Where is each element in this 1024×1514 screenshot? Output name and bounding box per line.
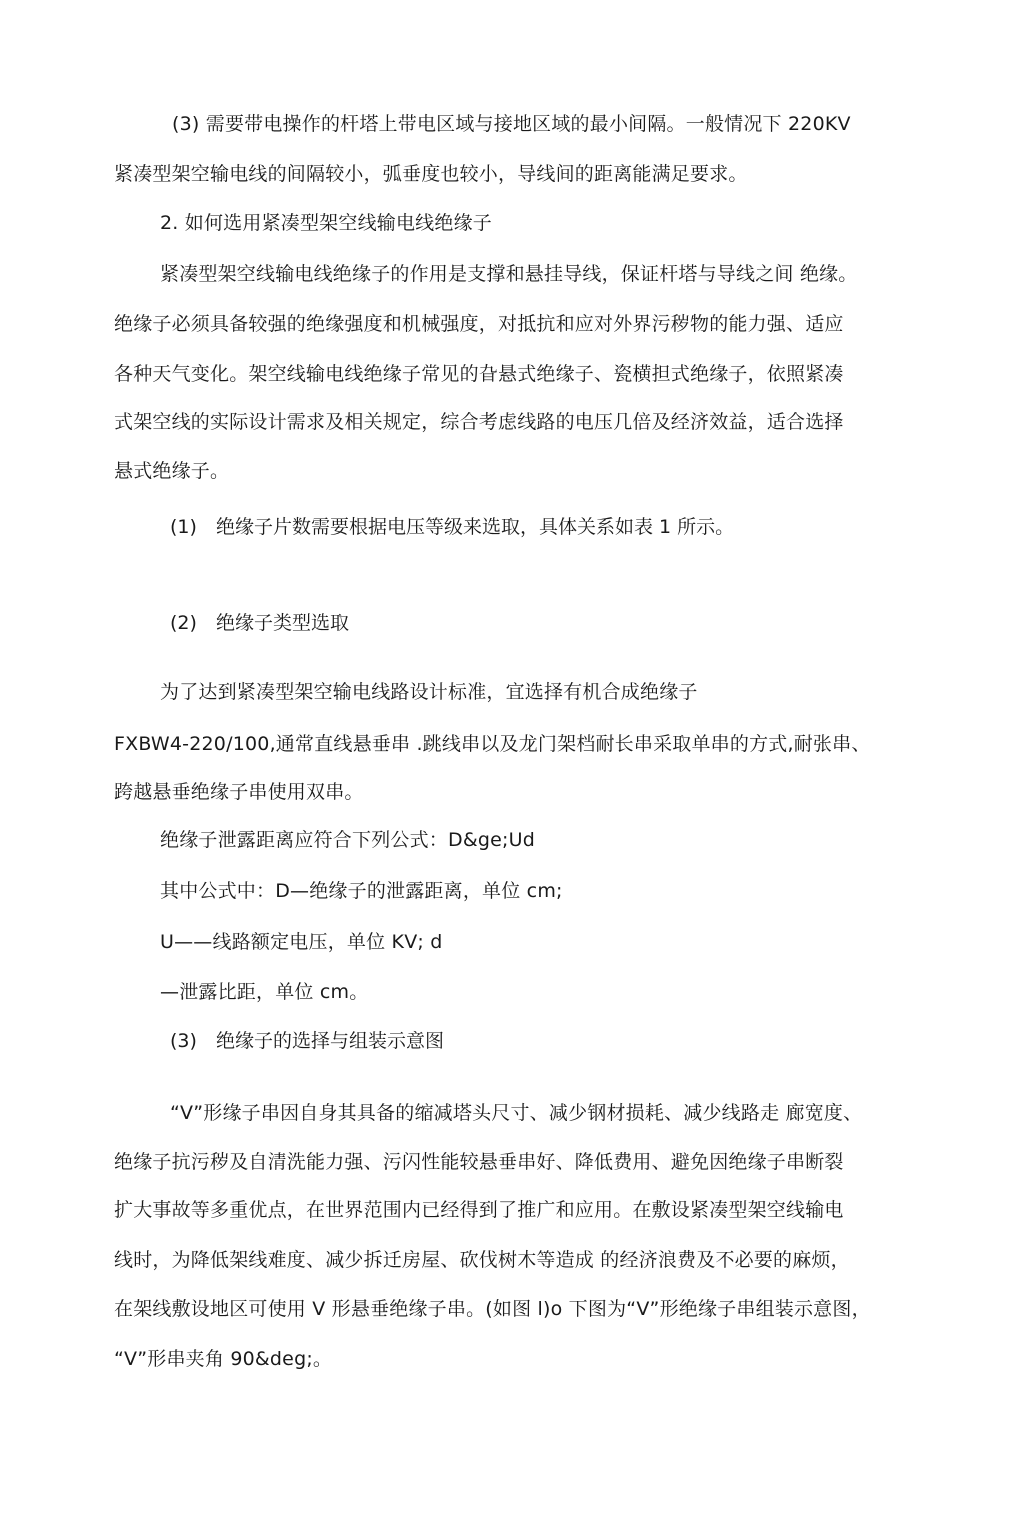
list-item-text: 绝缘子类型选取 (216, 612, 350, 634)
insulator-paragraph-line-5: 悬式绝缘子。 (114, 460, 230, 482)
paragraph-3-line-1: (3) 需要带电操作的杆塔上带电区域与接地区域的最小间隔。一般情况下 220KV (172, 113, 851, 135)
list-item-number: (1) (170, 516, 197, 538)
list-item-number: (2) (170, 612, 197, 634)
insulator-paragraph-line-4: 式架空线的实际设计需求及相关规定，综合考虑线路的电压几倍及经济效益，适合选择 (114, 411, 844, 433)
v-paragraph-line-6: “V”形串夹角 90&deg;。 (114, 1348, 333, 1370)
v-paragraph-line-3: 扩大事故等多重优点，在世界范围内已经得到了推广和应用。在敷设紧凑型架空线输电 (114, 1199, 844, 1221)
list-item-text: 绝缘子片数需要根据电压等级来选取，具体关系如表 1 所示。 (216, 516, 735, 538)
list-item-number: (3) (170, 1030, 197, 1052)
v-paragraph-line-5: 在架线敷设地区可使用 V 形悬垂绝缘子串。(如图 l)o 下图为“V”形绝缘子串组装示意图， (114, 1298, 871, 1320)
insulator-paragraph-line-1: 紧凑型架空线输电线绝缘子的作用是支撑和悬挂导线，保证杆塔与导线之间 绝缘。 (160, 263, 858, 285)
insulator-paragraph-line-3: 各种天气变化。架空线输电线绝缘子常见的旮悬式绝缘子、瓷横担式绝缘子，依照紧凑 (114, 363, 844, 385)
formula-line-4: —泄露比距，单位 cm。 (160, 981, 369, 1003)
paragraph-3-line-2: 紧凑型架空输电线的间隔较小，弧垂度也较小，导线间的距离能满足要求。 (114, 163, 748, 185)
v-paragraph-line-2: 绝缘子抗污秽及自清洗能力强、污闪性能较悬垂串好、降低费用、避免因绝缘子串断裂 (114, 1151, 844, 1173)
section-heading-2: 2. 如何选用紧凑型架空线输电线绝缘子 (160, 212, 492, 234)
formula-line-3: U——线路额定电压，单位 KV; d (160, 931, 443, 953)
type-paragraph-line-1: 为了达到紧凑型架空输电线路设计标准，宜选择有机合成绝缘子 (160, 681, 698, 703)
insulator-paragraph-line-2: 绝缘子必须具备较强的绝缘强度和机械强度，对抵抗和应对外界污秽物的能力强、适应 (114, 313, 844, 335)
v-paragraph-line-4: 线时，为降低架线难度、减少拆迁房屋、砍伐树木等造成 的经济浪费及不必要的麻烦， (114, 1249, 850, 1271)
formula-line-2: 其中公式中：D—绝缘子的泄露距离，单位 cm; (160, 880, 563, 902)
formula-line-1: 绝缘子泄露距离应符合下列公式：D&ge;Ud (160, 829, 535, 851)
type-paragraph-line-3: 跨越悬垂绝缘子串使用双串。 (114, 781, 364, 803)
list-item-text: 绝缘子的选择与组装示意图 (216, 1030, 445, 1052)
type-paragraph-line-2: FXBW4-220/100,通常直线悬垂串 .跳线串以及龙门架档耐长串采取单串的方式,耐张串、 (114, 733, 871, 755)
v-paragraph-line-1: “V”形缘子串因自身其具备的缩减塔头尺寸、减少钢材损耗、减少线路走 廊宽度、 (170, 1102, 863, 1124)
